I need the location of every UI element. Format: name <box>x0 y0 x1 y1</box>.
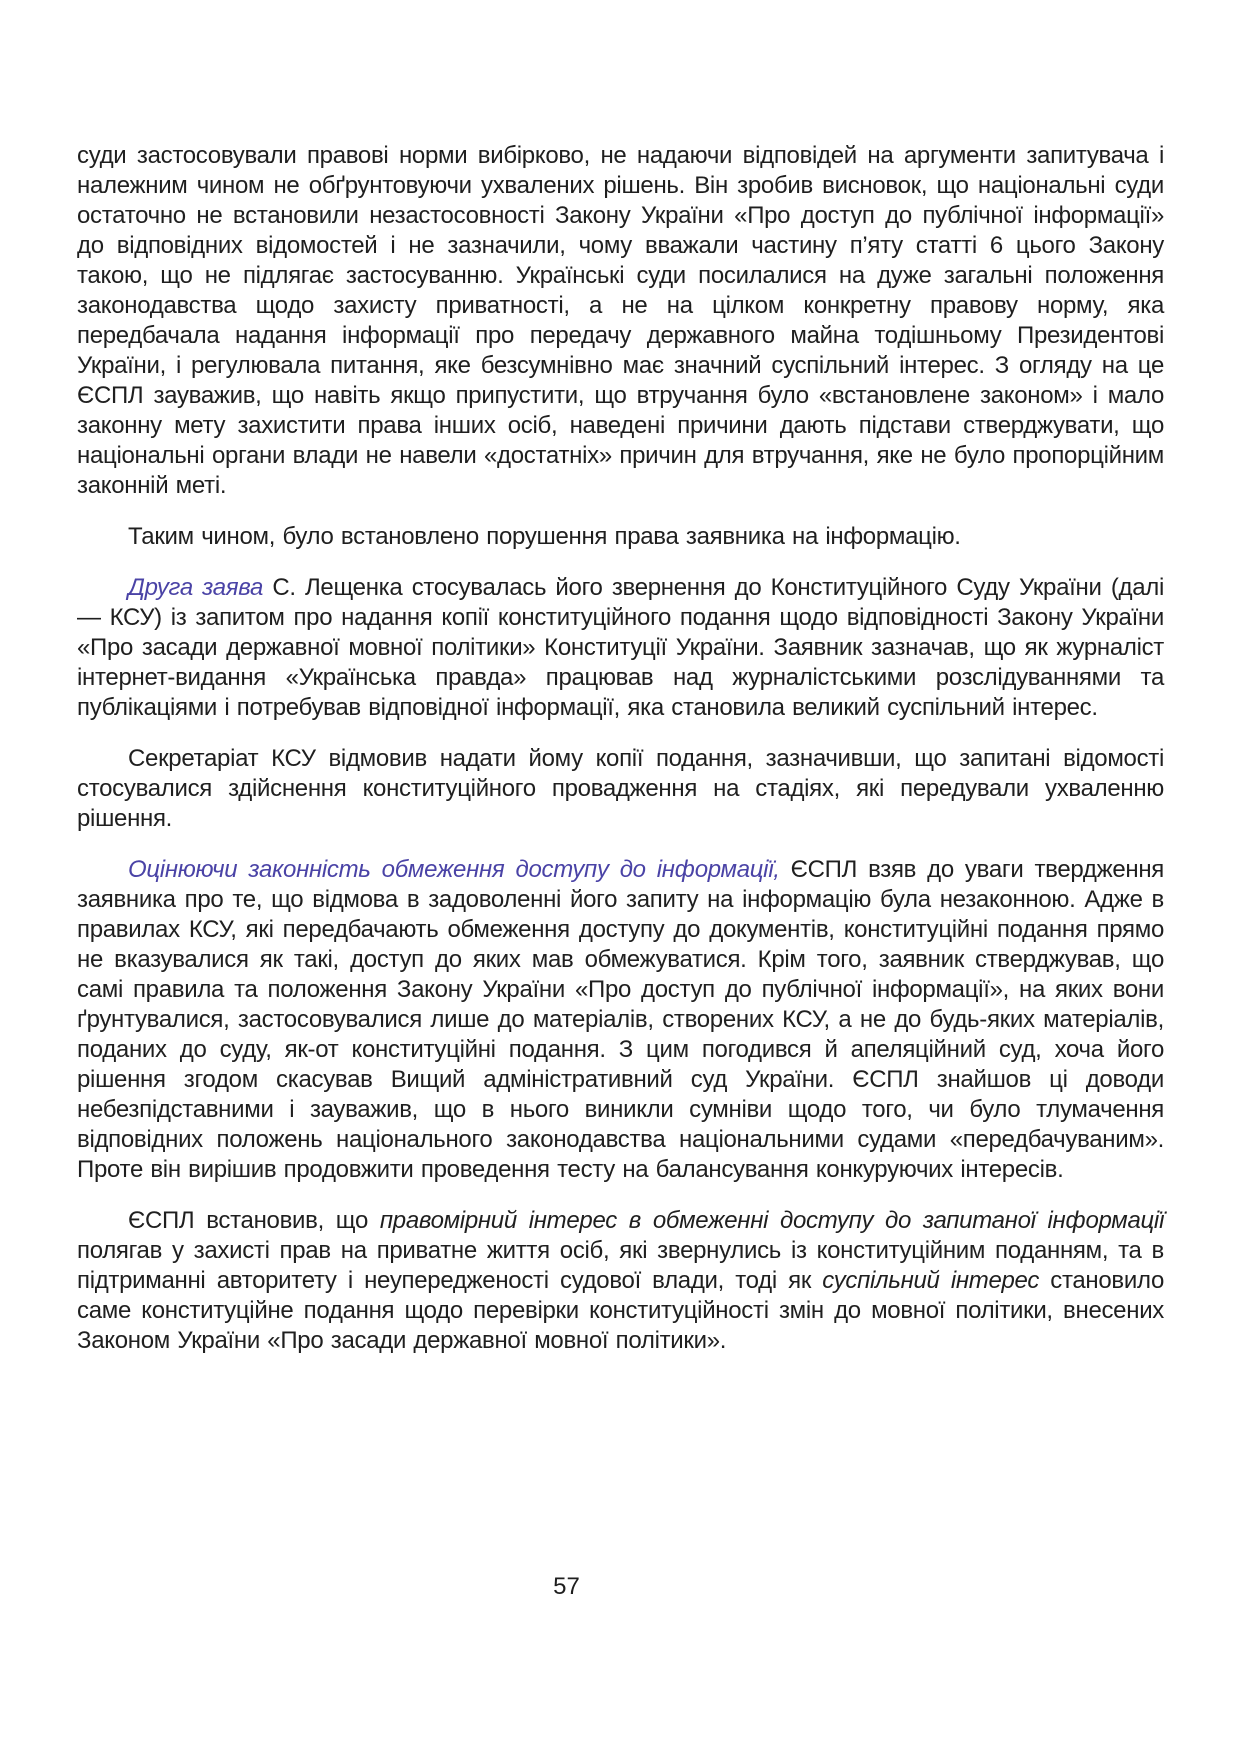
body-paragraph-5 <box>77 855 1164 1185</box>
emphasis-italic-run: суспільний інтерес <box>822 1267 1040 1294</box>
text-run: Таким чином, було встановлено порушення права заявника на інформацію. <box>128 523 961 550</box>
body-paragraph-2 <box>77 522 1164 552</box>
page-number: 57 <box>553 1573 580 1600</box>
text-run: ЄСПЛ встановив, що <box>128 1207 380 1234</box>
text-run: Секретаріат КСУ відмовив надати йому копії подання, зазначивши, що запитані відомості стосувалися здійснення конституційного провадження на стадіях, які передували ухваленню рішення. <box>77 745 1164 832</box>
text-run: становило саме конституційне подання щодо перевірки конституційності змін до мовної політики, внесених Законом України «Про засади державної мовної політики». <box>77 1267 1165 1354</box>
accent-lead-in-run: Друга заява <box>128 574 264 601</box>
text-run: полягав у захисті прав на приватне життя осіб, які звернулись із конституційним поданням, та в підтриманні авторитету і неупередженості судової влади, тоді як <box>77 1237 1164 1294</box>
body-paragraph-3 <box>77 573 1164 723</box>
body-paragraph-1 <box>77 141 1164 501</box>
text-run: ЄСПЛ взяв до уваги твердження заявника про те, що відмова в задоволенні його запиту на інформацію була незаконною. Адже в правилах КСУ, які передбачають обмеження доступу до документів, конституційні подання прямо не вказувалися як такі, доступ до яких мав обмежуватися. Крім того, заявник стверджував, що самі правила та положення Закону України «Про доступ до публічної інформації», на яких вони ґрунтувалися, застосовувалися лише до матеріалів, створених КСУ, а не до будь-яких матеріалів, поданих до суду, як-от конституційні подання. З цим погодився й апеляційний суд, хоча його рішення згодом скасував Вищий адміністративний суд України. ЄСПЛ знайшов ці доводи небезпідставними і зауважив, що в нього виникли сумніви щодо того, чи було тлумачення відповідних положень національного законодавства національними судами «передбачуваним». Проте він вирішив продовжити проведення тесту на балансування конкуруючих інтересів. <box>77 856 1164 1183</box>
emphasis-italic-run: правомірний інтерес в обмеженні доступу до запитаної інформації <box>379 1207 1164 1234</box>
accent-lead-in-run: Оцінюючи законність обмеження доступу до інформації, <box>128 856 780 883</box>
text-run: суди застосовували правові норми вибірково, не надаючи відповідей на аргументи запитувача і належним чином не обґрунтовуючи ухвалених рішень. Він зробив висновок, що національні суди остаточно не встановили незастосовності Закону України «Про доступ до публічної інформації» до відповідних відомостей і не зазначили, чому вважали частину п’яту статті 6 цього Закону такою, що не підлягає застосуванню. Українські суди посилалися на дуже загальні положення законодавства щодо захисту приватності, а не на цілком конкретну правову норму, яка передбачала надання інформації про передачу державного майна тодішньому Президентові України, і регулювала питання, яке безсумнівно має значний суспільний інтерес. З огляду на це ЄСПЛ зауважив, що навіть якщо припустити, що втручання було «встановлене законом» і мало законну мету захистити права інших осіб, наведені причини дають підстави стверджувати, що національні органи влади не навели «достатніх» причин для втручання, яке не було пропорційним законній меті. <box>77 142 1164 499</box>
body-paragraph-6 <box>77 1206 1164 1356</box>
body-paragraph-4 <box>77 744 1164 834</box>
text-run: С. Лещенка стосувалась його звернення до Конституційного Суду України (далі — КСУ) із запитом про надання копії конституційного подання щодо відповідності Закону України «Про засади державної мовної політики» Конституції України. Заявник зазначав, що як журналіст інтернет-видання «Українська правда» працював над журналістськими розслідуваннями та публікаціями і потребував відповідної інформації, яка становила великий суспільний інтерес. <box>77 574 1165 721</box>
